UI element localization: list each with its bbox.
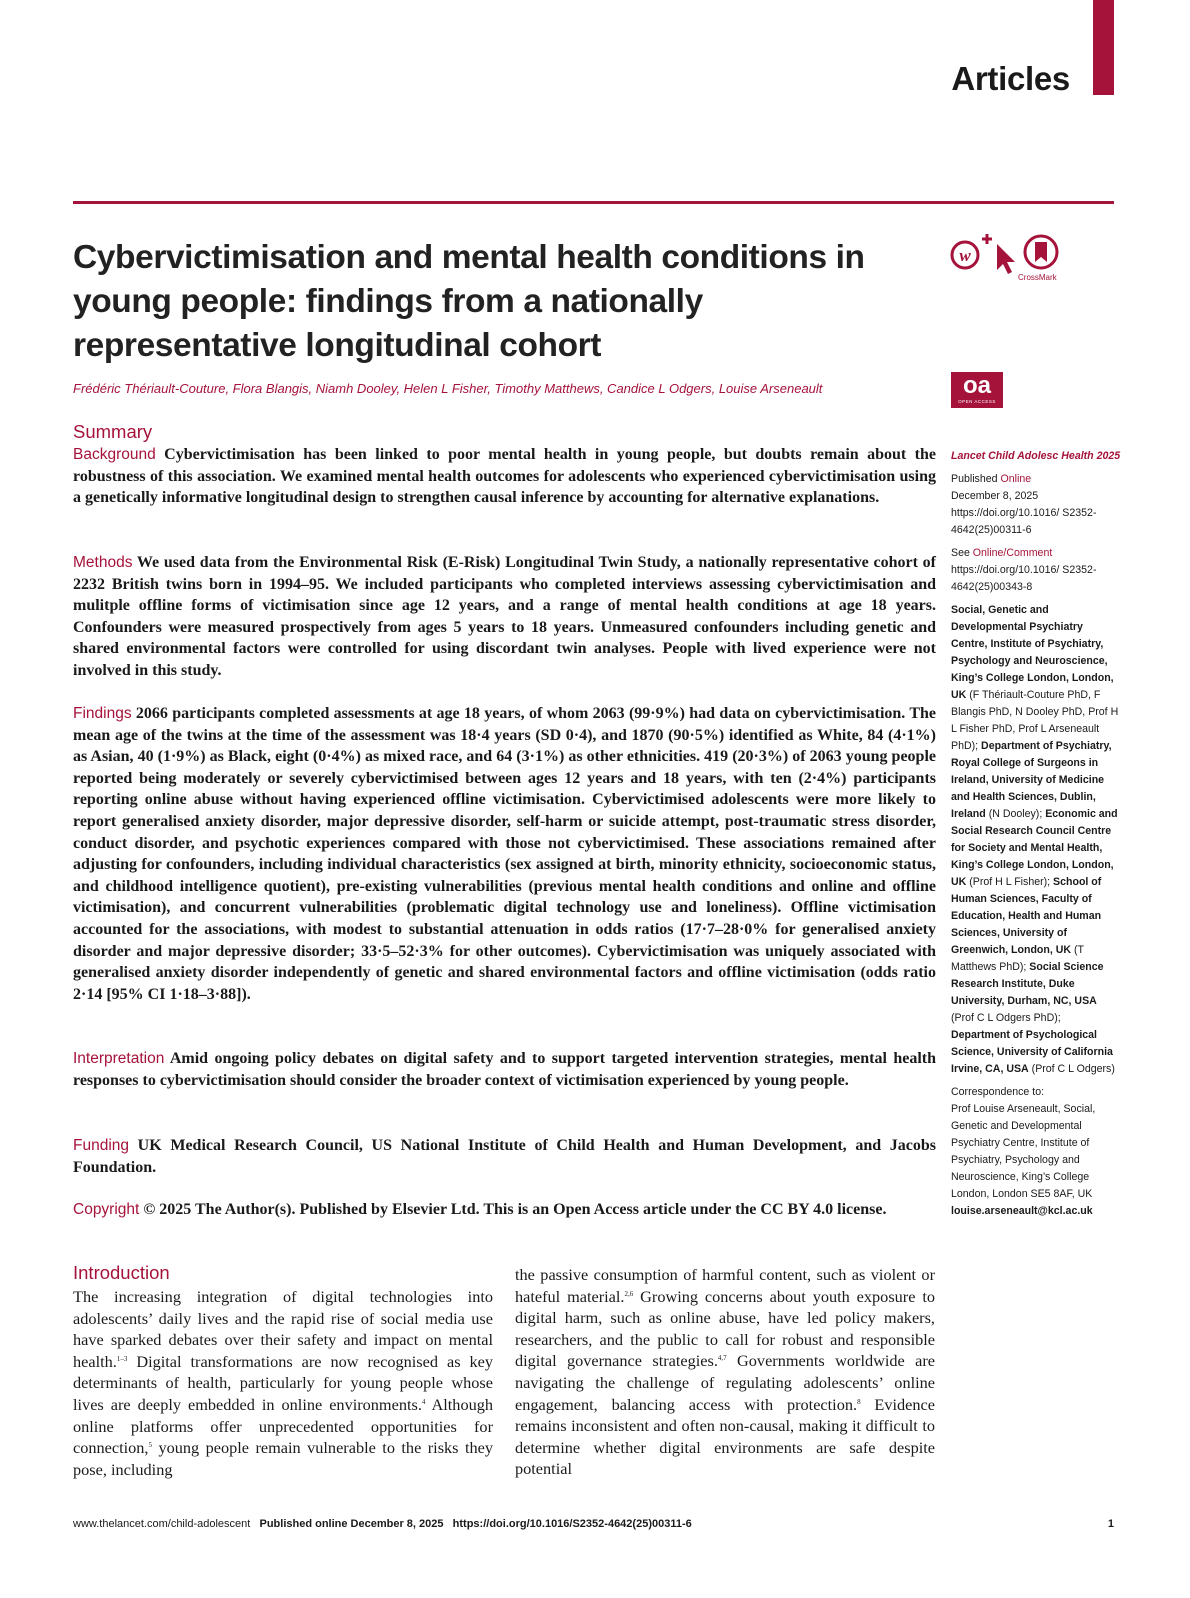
- crossmark-icon[interactable]: [1025, 236, 1057, 268]
- correspondence: [951, 1084, 1121, 1220]
- article-doi[interactable]: https://doi.org/10.1016/ S2352-4642(25)00311-6: [951, 507, 1097, 536]
- affiliation-authors: (T Matthews PhD);: [951, 944, 1084, 973]
- copyright-text: © 2025 The Author(s). Published by Elsevier Ltd. This is an Open Access article under the CC BY 4.0 license.: [139, 1201, 887, 1218]
- open-web-icon[interactable]: [952, 242, 978, 268]
- abstract-interpretation: [73, 1048, 936, 1091]
- affiliation: School of Human Sciences, Faculty of Education, Health and Human Sciences, University of Greenwich, London, UK: [951, 876, 1102, 956]
- intro-text: the passive consumption of harmful content, such as violent or hateful material.: [515, 1265, 935, 1306]
- section-label: Articles: [951, 60, 1070, 97]
- oa-badge-sub: OPEN ACCESS: [958, 399, 996, 404]
- background-text: Cybervictimisation has been linked to poor mental health in young people, but doubts remain about the robustness of this association. We examined mental health outcomes for adolescents who experienced cybervictimisation using a genetically informative longitudinal design to strengthen causal inference by accounting for alternative explanations.: [73, 446, 936, 507]
- svg-text:w: w: [959, 246, 971, 265]
- affiliations: [951, 602, 1121, 1078]
- reference-link[interactable]: 2,6: [624, 1289, 634, 1298]
- reference-link[interactable]: 4: [421, 1397, 426, 1406]
- author-list: Frédéric Thériault-Couture, Flora Blangis, Niamh Dooley, Helen L Fisher, Timothy Matthews, Candice L Odgers, Louise Arseneault: [73, 381, 823, 396]
- published-online-link[interactable]: Online: [1000, 473, 1032, 485]
- abstract-findings: [73, 703, 936, 1005]
- reference-link[interactable]: 8: [857, 1397, 861, 1406]
- intro-text: Although online platforms offer unprecedented opportunities for connection,: [73, 1394, 494, 1458]
- comment-link[interactable]: Online/Comment: [972, 547, 1053, 559]
- footer-published: Published online December 8, 2025: [259, 1518, 444, 1530]
- page-footer: [73, 1518, 1114, 1530]
- published-date: December 8, 2025: [951, 490, 1039, 502]
- footer-url[interactable]: www.thelancet.com/child-adolescent: [73, 1518, 251, 1530]
- funding-text: UK Medical Research Council, US National Institute of Child Health and Human Development, and Jacobs Foundation.: [73, 1137, 936, 1176]
- reference-link[interactable]: 4,7: [717, 1354, 727, 1363]
- summary-heading: Summary: [73, 421, 153, 442]
- comment-doi[interactable]: https://doi.org/10.1016/ S2352-4642(25)00343-8: [951, 564, 1097, 593]
- correspondence-label: Correspondence to:: [951, 1086, 1045, 1098]
- intro-text: Digital transformations are now recognised as key determinants of health, particularly for young people whose lives are deeply embedded in online environments.: [73, 1351, 493, 1414]
- reference-link[interactable]: 5: [148, 1441, 152, 1450]
- interpretation-text: Amid ongoing policy debates on digital safety and to support targeted intervention strategies, mental health responses to cybervictimisation should consider the broader context of victimisation experienced by young people.: [73, 1050, 936, 1089]
- page-number: 1: [1107, 1518, 1114, 1530]
- intro-text: The increasing integration of digital technologies into adolescents’ daily lives and the rapid rise of social media use have sparked debates over their safety and impact on mental health.: [73, 1287, 493, 1371]
- affiliation: Department of Psychological Science, University of California Irvine, CA, USA: [951, 1029, 1113, 1075]
- introduction-heading: Introduction: [73, 1262, 170, 1283]
- background-label: Background: [73, 446, 156, 463]
- open-access-badge: [951, 372, 1003, 408]
- affiliation: Department of Psychiatry, Royal College of Surgeons in Ireland, University of Medicine and Health Sciences, Dublin, Ireland: [951, 740, 1112, 820]
- funding-label: Funding: [73, 1137, 130, 1154]
- findings-text: 2066 participants completed assessments at age 18 years, of whom 2063 (99·9%) had data on cybervictimisation. The mean age of the twins at the time of the assessment was 18·4 years (SD 0·4), and 1870 (90·5%) identified as White, 84 (4·1%) as Asian, 40 (1·9%) as Black, eight (0·4%) as mixed race, and 64 (3·1%) as other ethnicities. 419 (20·3%) of 2063 young people reported being moderately or severely cybervictimised between ages 12 years and 18 years, with ten (2·4%) participants reporting online abuse without having experienced offline victimisation. Cybervictimised adolescents were more likely to report generalised anxiety disorder, major depressive disorder, self-harm or suicide attempt, post-traumatic stress disorder, conduct disorder, and psychotic experiences compared with those not cybervictimised. These associations remained after adjusting for confounders, including individual characteristics (sex assigned at birth, minority ethnicity, socioeconomic status, and childhood intelligence quotient), pre-existing vulnerabilities (previous mental health conditions and online and offline victimisation), and concurrent vulnerabilities (problematic digital technology use and loneliness). Offline victimisation accounted for the associations, with modest to substantial attenuation in odds ratios (17·7–28·0% for generalised anxiety disorder and major depressive disorder; 33·5–52·3% for other outcomes). Cybervictimisation was uniquely associated with generalised anxiety disorder independently of genetic and shared environmental factors and offline victimisation (odds ratio 2·14 [95% CI 1·18–3·88]).: [73, 705, 936, 1003]
- copyright-label: Copyright: [73, 1201, 140, 1218]
- see-prefix: See: [951, 547, 973, 559]
- affiliation-authors: (N Dooley);: [985, 808, 1043, 820]
- interpretation-label: Interpretation: [73, 1050, 165, 1067]
- intro-text: Governments worldwide are navigating the challenge of regulating adolescents’ online engagement, balancing access with protection.: [515, 1351, 935, 1414]
- article-title: Cybervictimisation and mental health conditions in young people: findings from a nationally representative longitudinal cohort: [73, 239, 865, 364]
- published-info: [951, 471, 1121, 539]
- cursor-click-icon[interactable]: [982, 234, 1015, 274]
- abstract-copyright: [73, 1199, 936, 1221]
- intro-column-2: [515, 1264, 935, 1480]
- methods-label: Methods: [73, 554, 133, 571]
- affiliation-authors: (Prof C L Odgers): [1028, 1063, 1115, 1075]
- abstract-background: [73, 444, 936, 509]
- reference-link[interactable]: 1–3: [116, 1354, 128, 1363]
- correspondence-address: Prof Louise Arseneault, Social, Genetic and Developmental Psychiatry Centre, Institute of Psychiatry, Psychology and Neuroscience, King’s College London, London SE5 8AF, UK: [951, 1103, 1096, 1200]
- header-rule: [73, 201, 1114, 204]
- correspondence-email[interactable]: louise.arseneault@kcl.ac.uk: [951, 1205, 1093, 1217]
- published-prefix: Published: [951, 473, 1001, 485]
- affiliation: Social Science Research Institute, Duke University, Durham, NC, USA: [951, 961, 1104, 1007]
- corner-color-bar: [1093, 0, 1114, 95]
- oa-badge-main: oa: [962, 372, 991, 399]
- intro-text: Evidence remains inconsistent and often non-causal, making it difficult to determine whether digital environments are safe despite potential: [515, 1394, 935, 1479]
- affiliation-authors: (Prof H L Fisher);: [966, 876, 1051, 888]
- abstract-funding: [73, 1135, 936, 1178]
- crossmark-label: CrossMark: [1018, 273, 1057, 282]
- footer-doi[interactable]: https://doi.org/10.1016/S2352-4642(25)00311-6: [452, 1518, 692, 1530]
- methods-text: We used data from the Environmental Risk (E-Risk) Longitudinal Twin Study, a nationally representative cohort of 2232 British twins born in 1994–95. We included participants who completed interviews assessing cybervictimisation and mulitple offline forms of victimisation since age 12 years, and a range of mental health conditions at age 18 years. Confounders were measured prospectively from ages 5 years to 18 years. Unmeasured confounders including genetic and shared environmental factors were controlled for using discordant twin analyses. People with lived experience were not involved in this study.: [73, 554, 936, 679]
- intro-column-1: [73, 1286, 493, 1480]
- journal-citation: Lancet Child Adolesc Health 2025: [951, 450, 1121, 462]
- findings-label: Findings: [73, 705, 132, 722]
- affiliation-authors: (F Thériault-Couture PhD, F Blangis PhD, N Dooley PhD, Prof H L Fisher PhD, Prof L Arseneault PhD);: [951, 689, 1119, 752]
- affiliation: Economic and Social Research Council Centre for Society and Mental Health, King’s College London, London, UK: [951, 808, 1118, 888]
- intro-text: Growing concerns about youth exposure to digital harm, such as online abuse, have led policy makers, researchers, and the public to call for robust and responsible digital governance strategies.: [515, 1286, 935, 1371]
- intro-text: young people remain vulnerable to the risks they pose, including: [73, 1438, 493, 1479]
- see-comment: [951, 545, 1121, 596]
- affiliation: Social, Genetic and Developmental Psychiatry Centre, Institute of Psychiatry, Psychology and Neuroscience, King’s College London, London, UK: [951, 604, 1114, 701]
- affiliation-authors: (Prof C L Odgers PhD);: [951, 1012, 1061, 1024]
- article-sidebar: [951, 448, 1121, 1220]
- abstract-methods: [73, 552, 936, 682]
